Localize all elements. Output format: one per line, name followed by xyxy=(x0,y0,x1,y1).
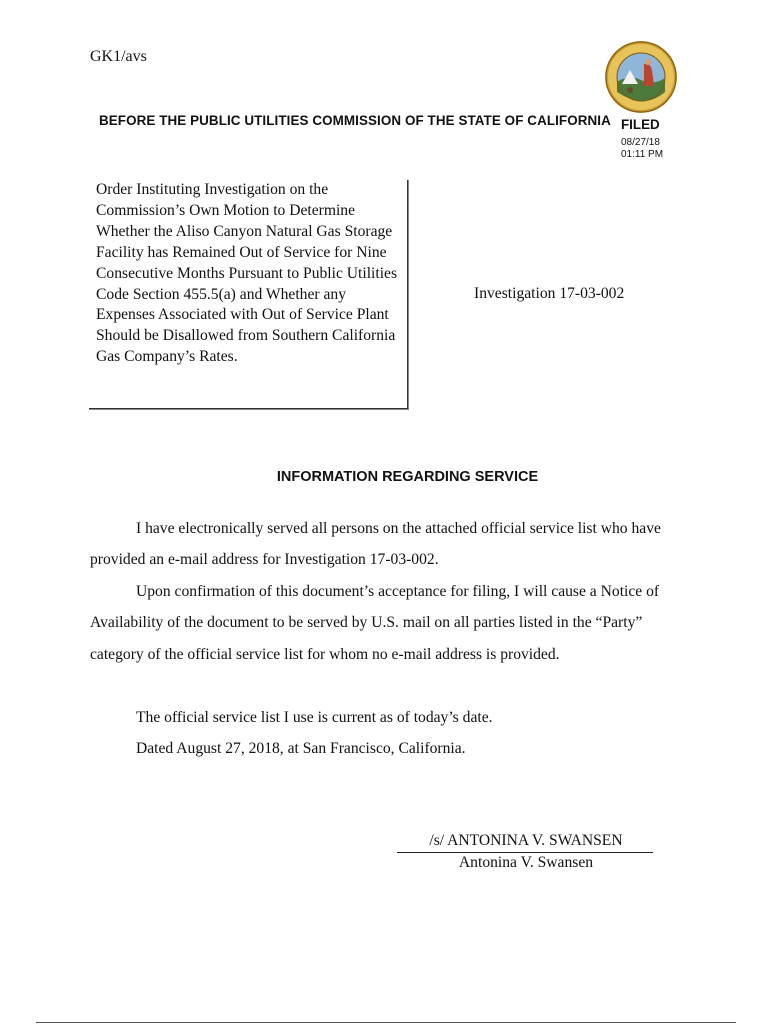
body-paragraph: Dated August 27, 2018, at San Francisco, California. xyxy=(136,740,466,757)
body-paragraph: I have electronically served all persons on the attached official service list who have provided an e-mail address for Investigation 17-03-002. xyxy=(90,520,661,569)
california-puc-seal-icon xyxy=(604,40,678,114)
commission-heading: BEFORE THE PUBLIC UTILITIES COMMISSION OF THE STATE OF CALIFORNIA xyxy=(99,113,611,128)
caption-divider-vertical xyxy=(407,180,408,410)
case-caption: Order Instituting Investigation on the Commission’s Own Motion to Determine Whether the Aliso Canyon Natural Gas Storage Facility has Remained Out of Service for Nine Consecutive Months Pursuant to Public Utilities Code Section 455.5(a) and Whether any Expenses Associated with Out of Service Plant Should be Disallowed from Southern California Gas Company’s Rates. xyxy=(96,181,398,366)
caption-divider-horizontal xyxy=(89,408,408,409)
body-paragraph: The official service list I use is current as of today’s date. xyxy=(136,709,493,726)
filed-stamp-time: 01:11 PM xyxy=(621,149,664,160)
case-number: Investigation 17-03-002 xyxy=(474,285,625,302)
signatory-name: Antonina V. Swansen xyxy=(458,854,594,871)
signature-line xyxy=(397,852,653,853)
section-title: INFORMATION REGARDING SERVICE xyxy=(276,469,539,485)
filed-stamp-date: 08/27/18 xyxy=(621,137,660,148)
document-reference-code: GK1/avs xyxy=(90,48,147,65)
footer-rule xyxy=(36,1022,736,1023)
body-paragraph: Upon confirmation of this document’s acceptance for filing, I will cause a Notice of Availability of the document to be served by U.S. mail on all parties listed in the “Party” category of the official service list for whom no e-mail address is provided. xyxy=(90,583,660,663)
filed-stamp-label: FILED xyxy=(621,117,660,132)
electronic-signature: /s/ ANTONINA V. SWANSEN xyxy=(429,832,623,849)
